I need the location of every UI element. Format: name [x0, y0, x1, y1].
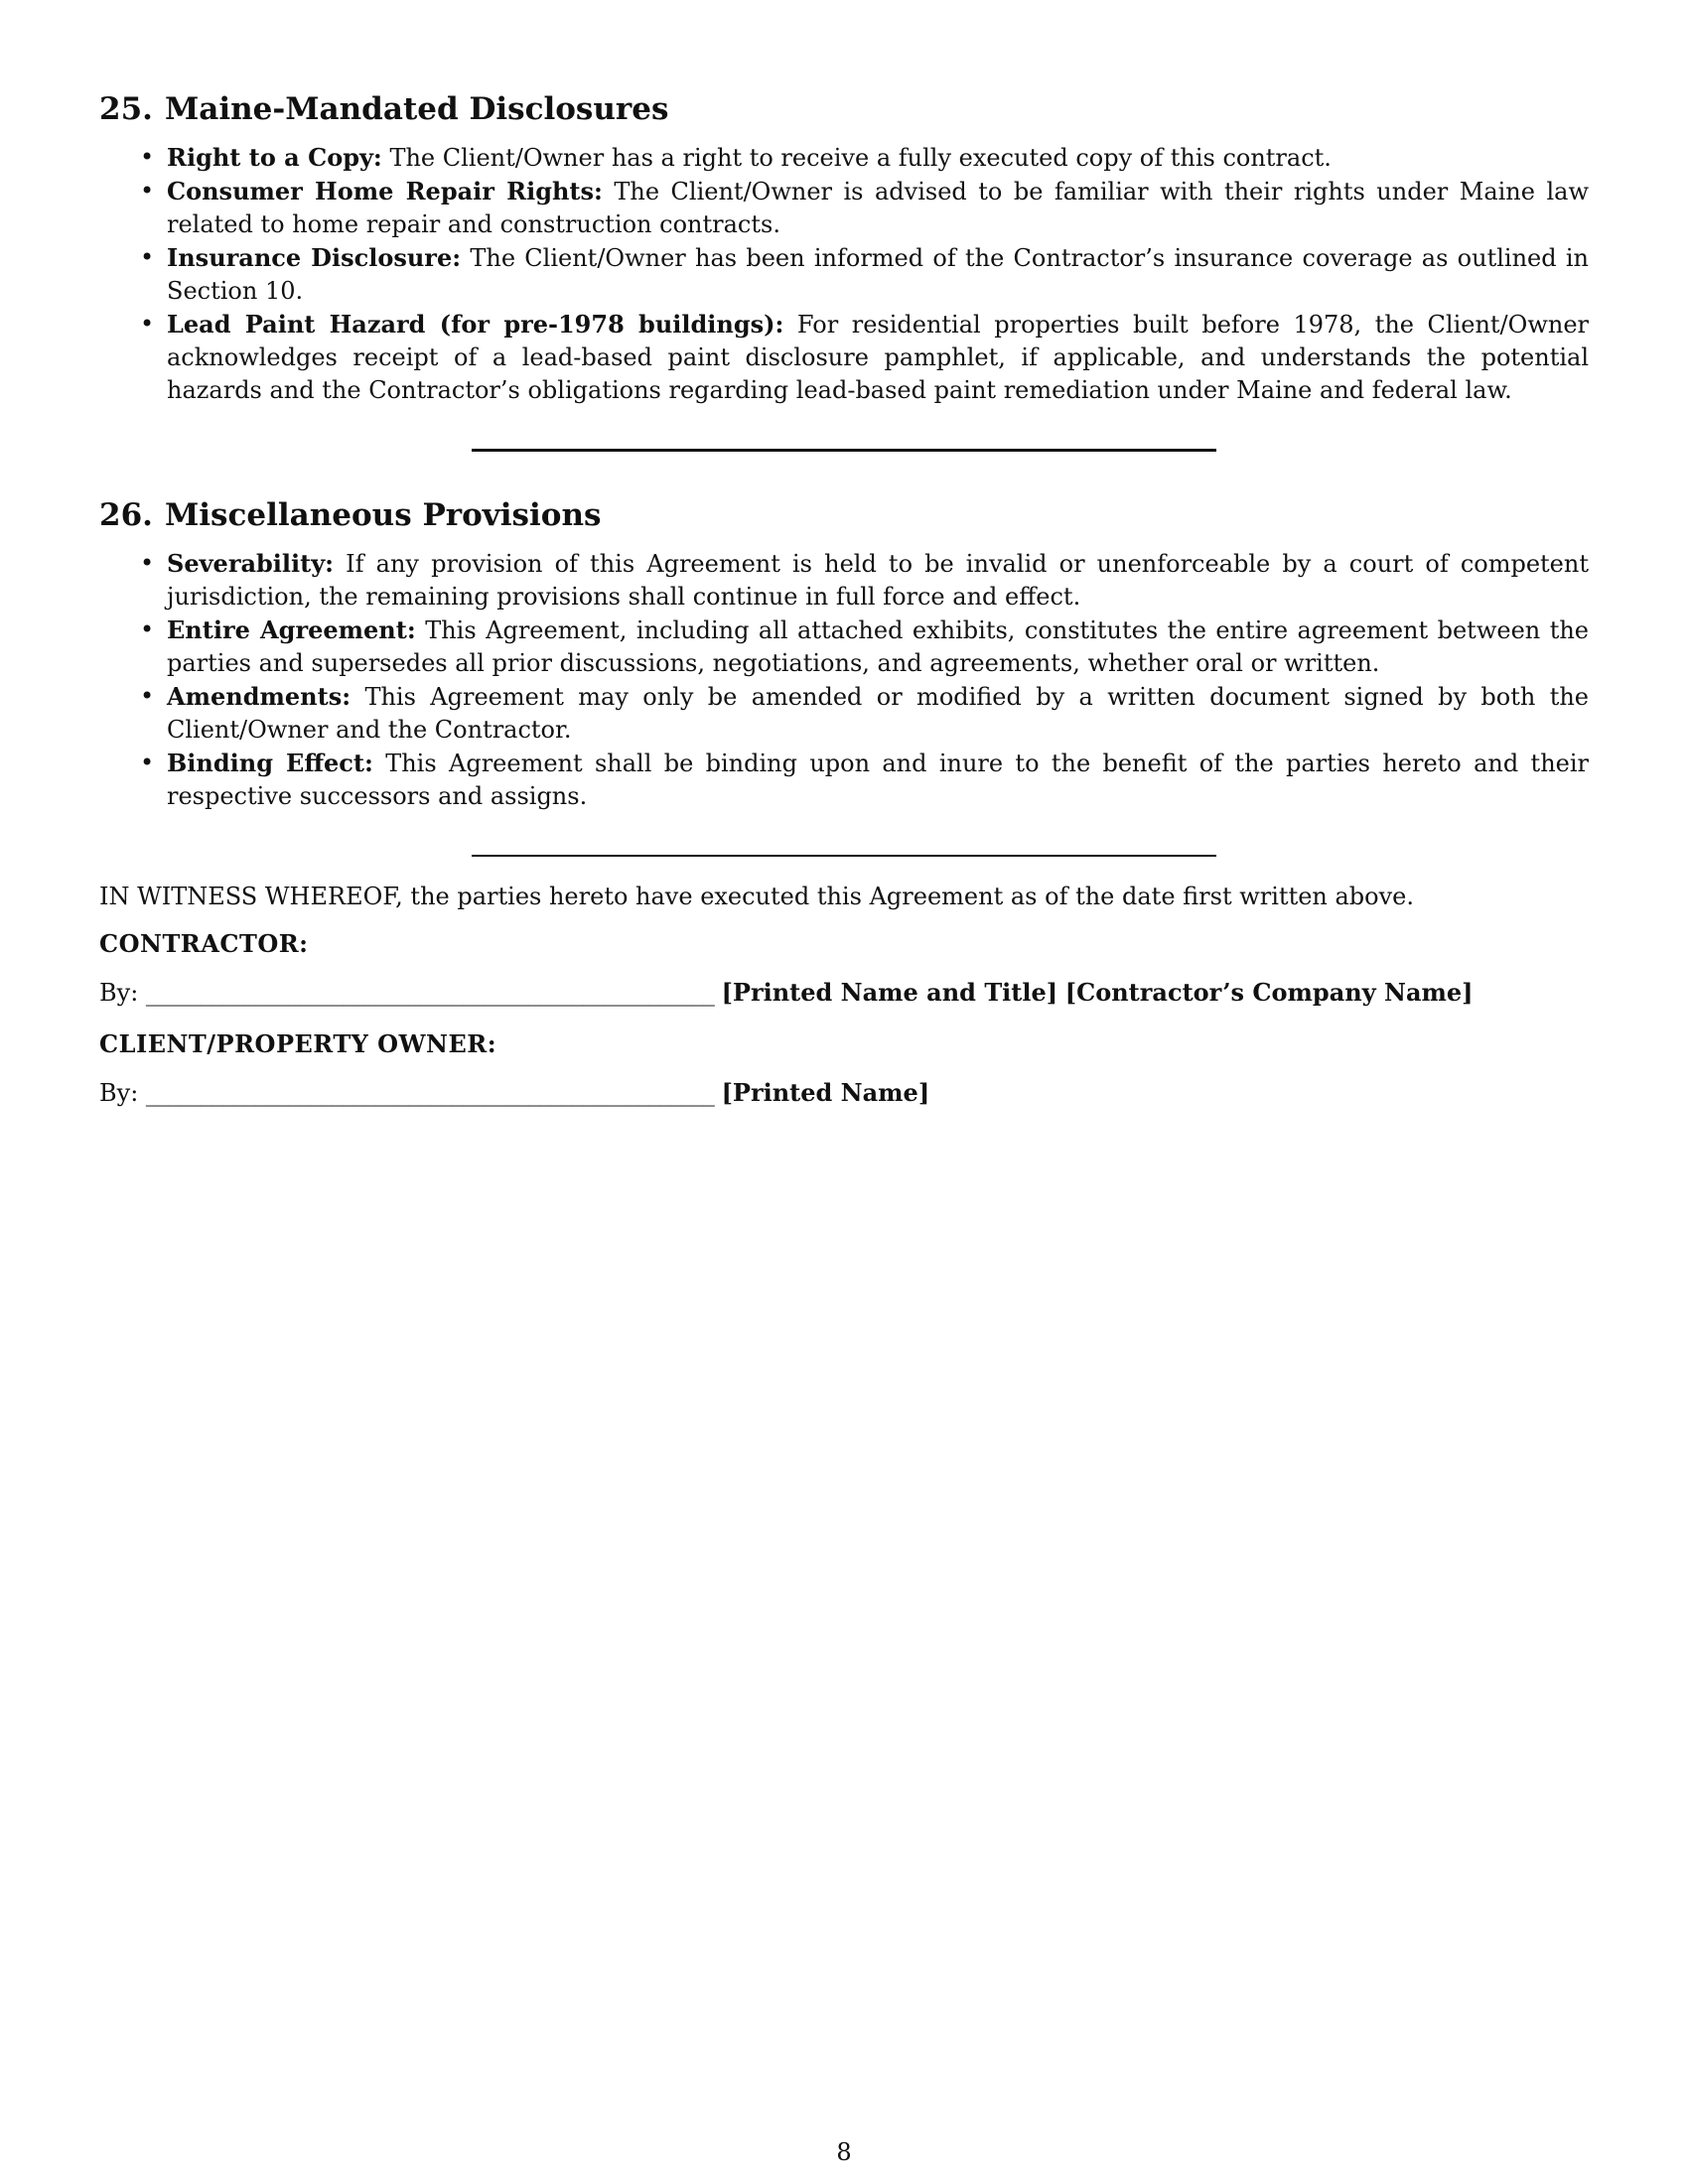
- section-number: 26.: [99, 497, 153, 533]
- item-text: This Agreement may only be amended or modified by a written document signed by both the Client/Owner and the Contractor.: [167, 683, 1589, 744]
- item-label: Entire Agreement:: [167, 615, 416, 644]
- item-text: If any provision of this Agreement is held to be invalid or unenforceable by a court of competent jurisdiction, the remaining provisions shall continue in full force and effect.: [167, 550, 1589, 611]
- contractor-signature-field[interactable]: ____________________________________________________: [145, 979, 714, 1007]
- section-title: Miscellaneous Provisions: [164, 497, 602, 533]
- company-name: [Contractor’s Company Name]: [1064, 978, 1474, 1007]
- bullet-icon: •: [140, 549, 155, 577]
- list-item: [140, 241, 1590, 308]
- item-text: This Agreement shall be binding upon and inure to the benefit of the parties hereto and their respective successors and assigns.: [167, 750, 1589, 810]
- contractor-signature-line: [99, 976, 1589, 1010]
- printed-name-title: [Printed Name and Title]: [721, 978, 1058, 1007]
- bullet-icon: •: [140, 310, 155, 338]
- item-label: Consumer Home Repair Rights:: [167, 177, 603, 205]
- list-item: [140, 175, 1589, 241]
- list-item: [140, 547, 1589, 614]
- item-label: Binding Effect:: [167, 749, 373, 777]
- page-number: 8: [836, 2138, 852, 2166]
- by-label: By:: [99, 1079, 139, 1107]
- section-number: 25.: [99, 91, 153, 127]
- item-label: Lead Paint Hazard (for pre-1978 buildings):: [167, 310, 784, 339]
- printed-name: [Printed Name]: [721, 1078, 930, 1107]
- section-divider: [472, 449, 1216, 452]
- bullet-icon: •: [140, 749, 155, 776]
- section-divider: [472, 855, 1216, 857]
- list-item: [140, 308, 1589, 407]
- client-signature-field[interactable]: ____________________________________________________: [145, 1079, 714, 1107]
- provisions-list: [99, 547, 1589, 813]
- item-text: The Client/Owner has been informed of the Contractor’s insurance coverage as outlined in Section 10.: [167, 244, 1590, 305]
- item-label: Insurance Disclosure:: [167, 243, 462, 272]
- bullet-icon: •: [140, 143, 155, 171]
- item-label: Amendments:: [167, 682, 352, 711]
- item-text: The Client/Owner has a right to receive a fully executed copy of this contract.: [389, 144, 1332, 172]
- section-heading-25: [99, 91, 1589, 127]
- list-item: [140, 747, 1589, 813]
- item-label: Right to a Copy:: [167, 143, 382, 172]
- item-text: The Client/Owner is advised to be familiar with their rights under Maine law related to home repair and construction contracts.: [167, 178, 1589, 238]
- item-text: This Agreement, including all attached exhibits, constitutes the entire agreement between the parties and supersedes all prior discussions, negotiations, and agreements, whether oral or written.: [167, 616, 1590, 677]
- bullet-icon: •: [140, 615, 155, 643]
- contractor-heading: CONTRACTOR:: [99, 929, 309, 958]
- client-heading: CLIENT/PROPERTY OWNER:: [99, 1029, 497, 1058]
- list-item: [140, 680, 1589, 747]
- list-item: [140, 141, 1589, 175]
- bullet-icon: •: [140, 177, 155, 205]
- item-text: For residential properties built before 1978, the Client/Owner acknowledges receipt of a lead-based paint disclosure pamphlet, if applicable, and understands the potential hazards and the Contractor’s obligations regarding lead-based paint remediation under Maine and federal law.: [167, 311, 1589, 404]
- item-label: Severability:: [167, 549, 335, 578]
- disclosure-list: [99, 141, 1589, 407]
- witness-statement: IN WITNESS WHEREOF, the parties hereto have executed this Agreement as of the date first written above.: [99, 883, 1415, 910]
- bullet-icon: •: [140, 682, 155, 710]
- document-page: [99, 91, 1589, 1128]
- client-signature-line: [99, 1076, 1589, 1110]
- section-title: Maine-Mandated Disclosures: [164, 91, 669, 127]
- by-label: By:: [99, 979, 139, 1007]
- section-heading-26: [99, 497, 1589, 533]
- bullet-icon: •: [140, 243, 155, 271]
- list-item: [140, 614, 1590, 680]
